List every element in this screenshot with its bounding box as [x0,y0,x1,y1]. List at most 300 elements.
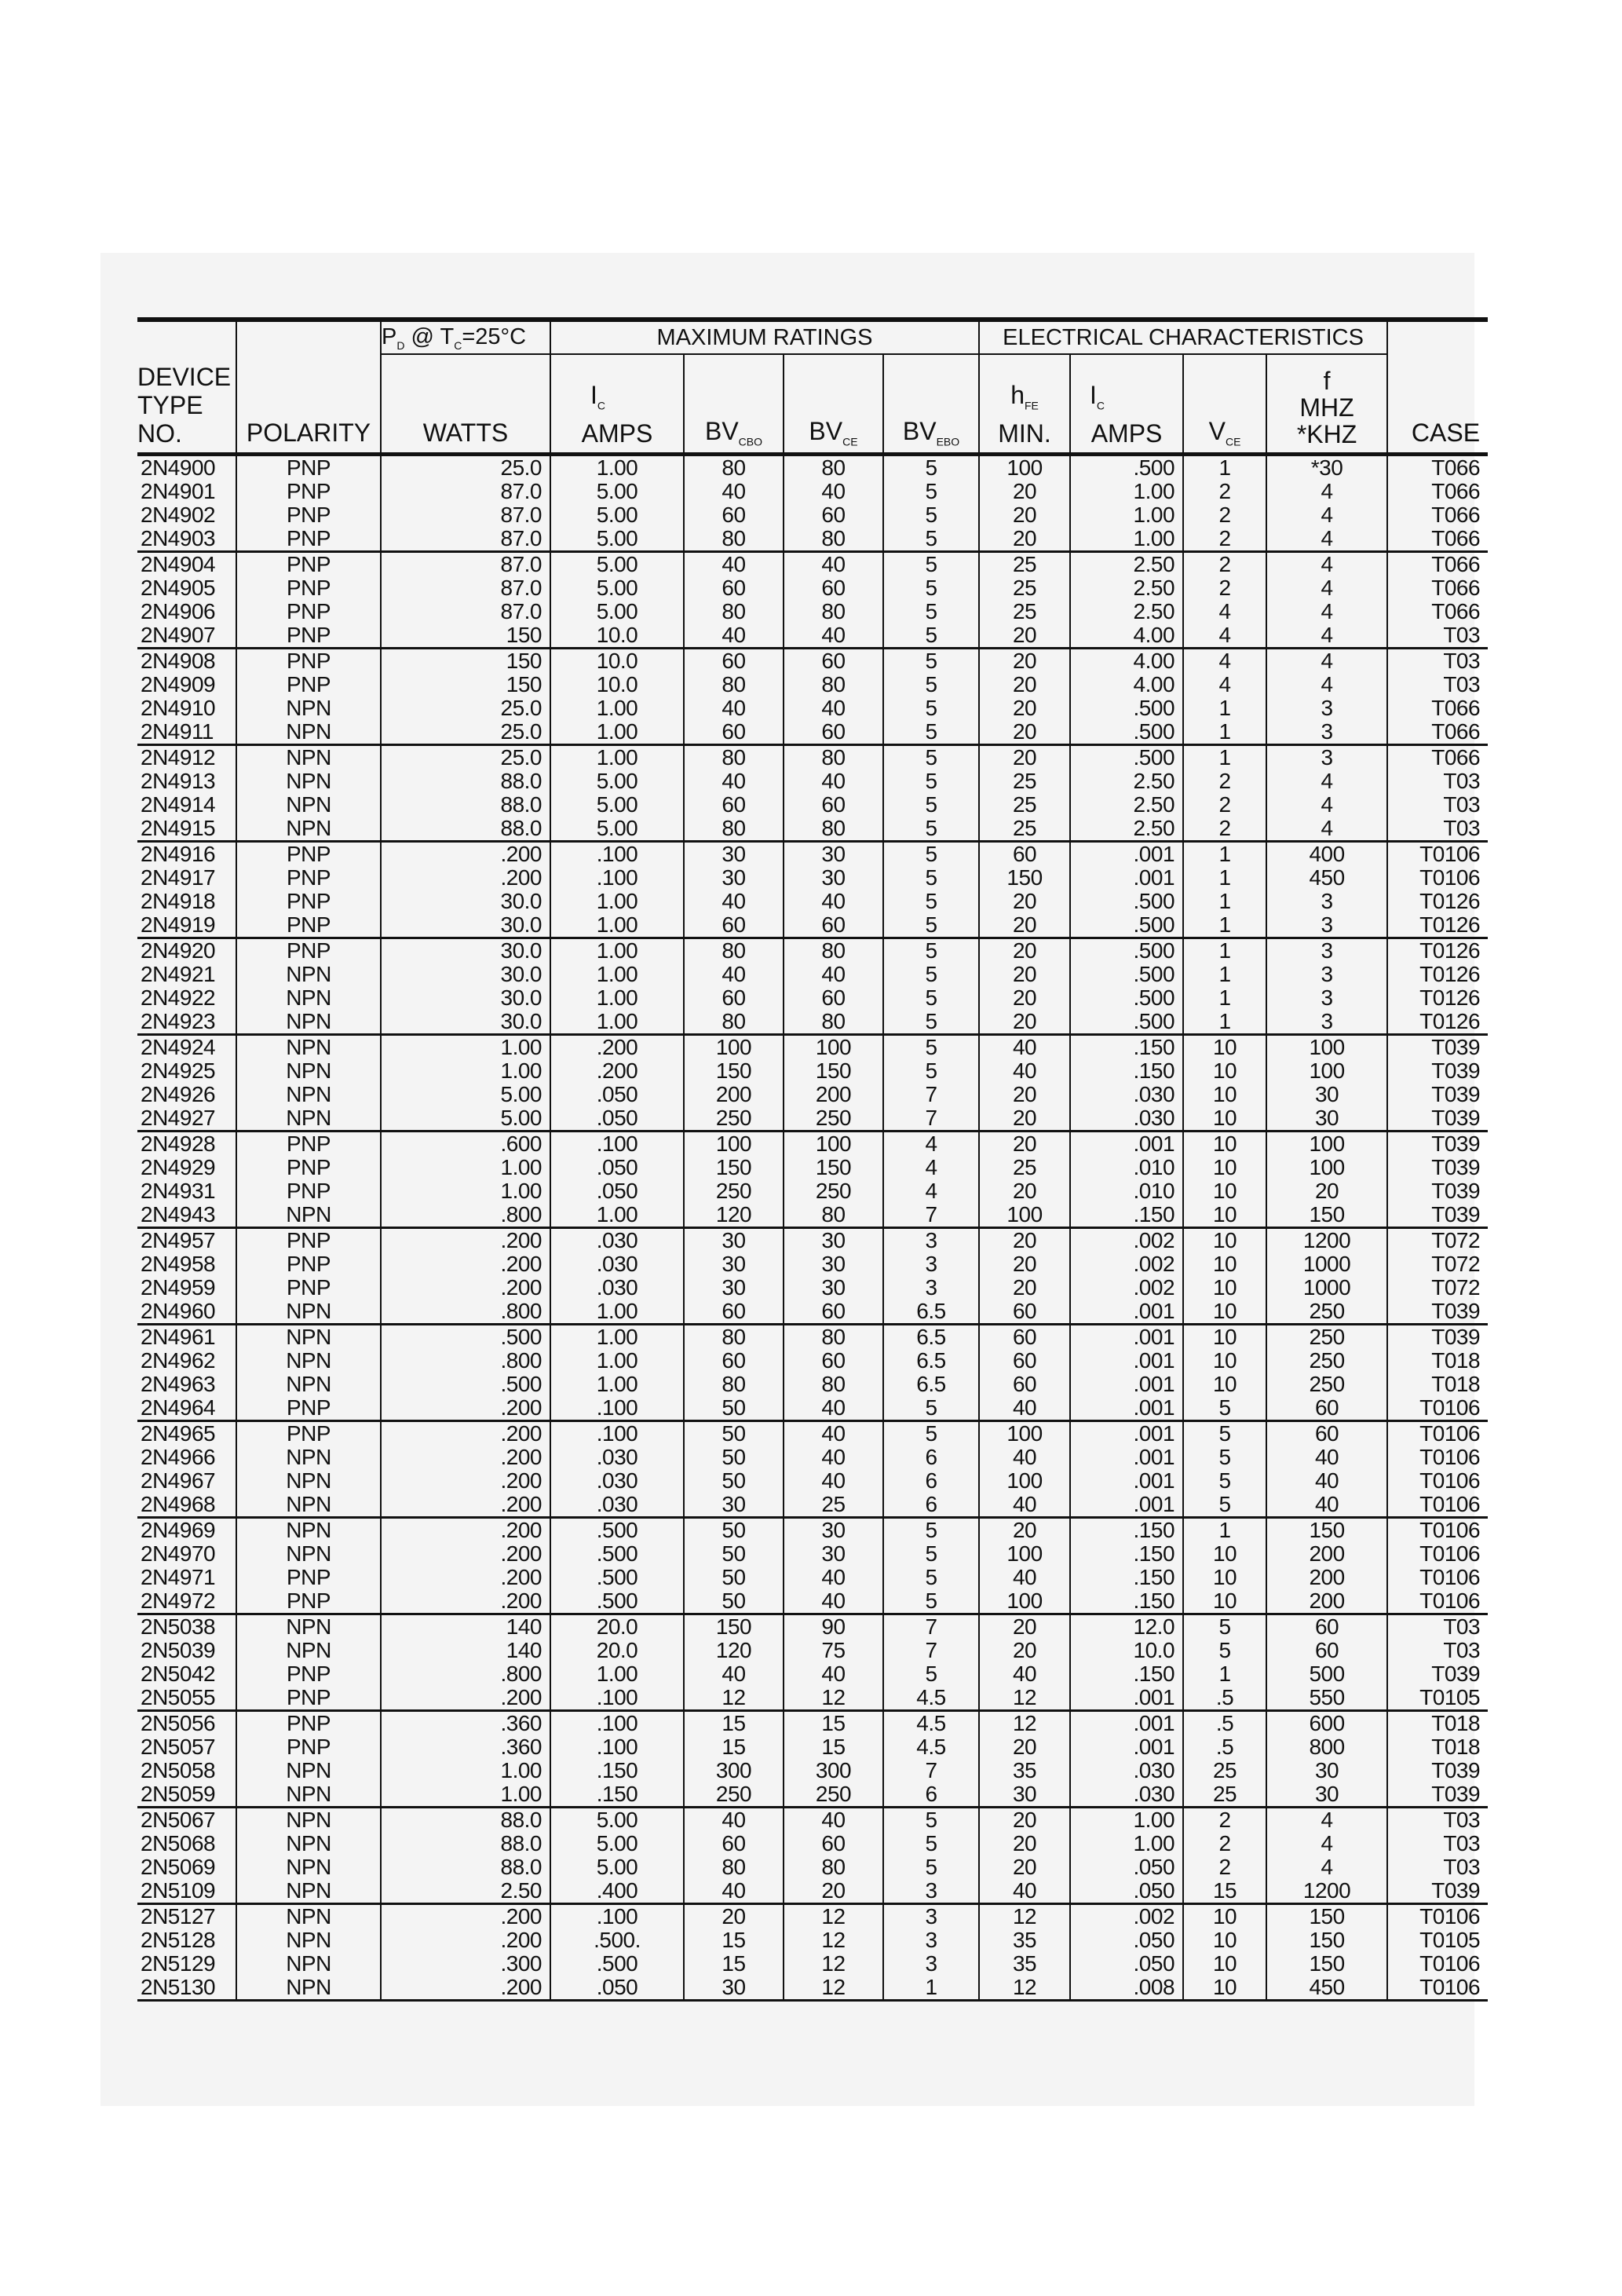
table-row [137,1010,1488,1035]
watts-cell: .200 [381,1976,550,2001]
frequency-cell: 30 [1266,1759,1387,1782]
ic-amps-test-cell: .002 [1070,1276,1183,1300]
bvebo-header: $BV_{EBO}$ [883,354,979,455]
bvebo-cell: 5 [883,720,979,745]
bvcbo-cell: 50 [684,1542,784,1566]
table-row [137,963,1488,986]
watts-cell: 87.0 [381,527,550,552]
device-type-cell: 2N5038 [137,1614,236,1640]
watts-cell: .500 [381,1373,550,1396]
bvce-cell: 80 [784,1855,883,1879]
bvebo-cell: 5 [883,1662,979,1686]
bvcbo-cell: 40 [684,623,784,649]
hfe-min-cell: 35 [979,1952,1070,1976]
polarity-cell: NPN [236,1542,381,1566]
frequency-cell: 450 [1266,1976,1387,2001]
bvce-cell: 15 [784,1735,883,1759]
polarity-cell: PNP [236,503,381,527]
vce-cell: 1 [1183,1518,1266,1543]
watts-cell: 140 [381,1639,550,1662]
frequency-cell: 40 [1266,1446,1387,1469]
bvcbo-cell: 60 [684,1349,784,1373]
frequency-cell: 100 [1266,1059,1387,1083]
case-cell: T072 [1431,1275,1481,1300]
bvebo-cell: 5 [883,938,979,963]
polarity-cell: PNP [236,1228,381,1253]
bvce-cell: 150 [784,1156,883,1179]
ic-amps-cell: 1.00 [550,1373,684,1396]
watts-cell: 1.00 [381,1759,550,1782]
ic-amps-test-cell: .150 [1070,1566,1183,1589]
watts-cell: 2.50 [381,1879,550,1904]
table-row [137,986,1488,1010]
table-row [137,842,1488,867]
hfe-min-cell: 20 [979,696,1070,720]
watts-cell: 25.0 [381,745,550,770]
device-type-cell: 2N4966 [137,1446,236,1469]
frequency-cell: 3 [1266,986,1387,1010]
bvcbo-cell: 15 [684,1711,784,1736]
polarity-cell: PNP [236,552,381,577]
vce-cell: 10 [1183,1952,1266,1976]
ic-amps-test-cell: .030 [1070,1782,1183,1808]
vce-cell: 1 [1183,1662,1266,1686]
frequency-cell: 30 [1266,1782,1387,1808]
hfe-min-cell: 20 [979,745,1070,770]
frequency-cell: 250 [1266,1349,1387,1373]
hfe-min-cell: 20 [979,1179,1070,1203]
bvcbo-cell: 15 [684,1929,784,1952]
hfe-min-cell: 60 [979,1373,1070,1396]
vce-cell: 1 [1183,745,1266,770]
device-type-cell: 2N4913 [137,770,236,793]
bvebo-cell: 3 [883,1952,979,1976]
bvebo-cell: 5 [883,745,979,770]
frequency-cell: 3 [1266,963,1387,986]
bvce-cell: 30 [784,1228,883,1253]
device-type-cell: 2N5127 [137,1904,236,1929]
bvcbo-cell: 30 [684,1228,784,1253]
ic-amps-test-cell: .002 [1070,1252,1183,1276]
device-type-cell: 2N4959 [137,1276,236,1300]
bvebo-cell: 5 [883,986,979,1010]
frequency-cell: 3 [1266,720,1387,745]
frequency-cell: 4 [1266,552,1387,577]
bvcbo-cell: 40 [684,1879,784,1904]
bvebo-cell: 5 [883,1589,979,1614]
frequency-cell: 60 [1266,1639,1387,1662]
ic-amps-cell: 5.00 [550,552,684,577]
watts-cell: .360 [381,1711,550,1736]
device-type-cell: 2N4909 [137,673,236,696]
case-cell: T039 [1431,1758,1481,1782]
case-cell: T03 [1443,1614,1481,1639]
vce-cell: 1 [1183,1010,1266,1035]
polarity-cell: PNP [236,600,381,623]
watts-cell: .200 [381,1446,550,1469]
bvce-cell: 30 [784,1276,883,1300]
case-cell: T039 [1431,1179,1481,1203]
maximum-ratings-header: MAXIMUM RATINGS [550,320,979,354]
table-row [137,1469,1488,1493]
hfe-min-cell: 12 [979,1686,1070,1711]
frequency-cell: 150 [1266,1929,1387,1952]
hfe-min-cell: 20 [979,1832,1070,1855]
table-row [137,1300,1488,1325]
table-row [137,1373,1488,1396]
device-type-cell: 2N4928 [137,1132,236,1157]
vce-cell: 10 [1183,1566,1266,1589]
case-cell: T0105 [1419,1928,1481,1952]
watts-cell: 30.0 [381,1010,550,1035]
bvebo-cell: 6.5 [883,1325,979,1350]
table-row [137,1156,1488,1179]
ic-amps-cell: .500 [550,1589,684,1614]
device-type-cell: 2N4922 [137,986,236,1010]
vce-cell: 1 [1183,842,1266,867]
vce-cell: 4 [1183,623,1266,649]
watts-cell: 87.0 [381,600,550,623]
bvebo-cell: 5 [883,963,979,986]
vce-cell: 15 [1183,1879,1266,1904]
device-type-cell: 2N4905 [137,576,236,600]
bvce-cell: 100 [784,1132,883,1157]
vce-cell: 5 [1183,1639,1266,1662]
hfe-min-cell: 12 [979,1904,1070,1929]
ic-amps-test-cell: .500 [1070,986,1183,1010]
frequency-cell: 100 [1266,1156,1387,1179]
bvebo-cell: 7 [883,1759,979,1782]
ic-amps-header: $I_C$ AMPS [550,354,684,455]
hfe-min-cell: 100 [979,1469,1070,1493]
watts-cell: .800 [381,1203,550,1228]
bvce-cell: 40 [784,1446,883,1469]
vce-cell: 10 [1183,1228,1266,1253]
case-cell: T039 [1431,1782,1481,1806]
ic-amps-cell: .100 [550,1421,684,1446]
bvce-cell: 80 [784,527,883,552]
polarity-cell: NPN [236,1904,381,1929]
polarity-cell: NPN [236,817,381,842]
device-type-cell: 2N4968 [137,1493,236,1518]
ic-amps-cell: .100 [550,1686,684,1711]
polarity-cell: NPN [236,1782,381,1808]
ic-amps-test-cell: .150 [1070,1035,1183,1060]
bvebo-cell: 5 [883,1010,979,1035]
device-type-cell: 2N4969 [137,1518,236,1543]
vce-cell: 10 [1183,1300,1266,1325]
ic-amps-cell: 1.00 [550,696,684,720]
frequency-cell: 4 [1266,673,1387,696]
frequency-cell: 150 [1266,1952,1387,1976]
bvcbo-cell: 30 [684,1976,784,2001]
frequency-cell: 40 [1266,1493,1387,1518]
ic-amps-cell: .030 [550,1252,684,1276]
bvcbo-cell: 20 [684,1904,784,1929]
watts-cell: 87.0 [381,503,550,527]
case-cell: T066 [1431,552,1481,576]
bvcbo-cell: 80 [684,455,784,481]
bvcbo-cell: 40 [684,696,784,720]
table-row [137,1349,1488,1373]
bvebo-cell: 4 [883,1132,979,1157]
device-type-cell: 2N5058 [137,1759,236,1782]
device-type-cell: 2N4916 [137,842,236,867]
bvce-cell: 250 [784,1179,883,1203]
watts-cell: .200 [381,1469,550,1493]
case-cell: T018 [1431,1348,1481,1373]
watts-cell: .600 [381,1132,550,1157]
vce-cell: 2 [1183,770,1266,793]
case-cell: T03 [1443,1855,1481,1879]
ic-amps-cell: 5.00 [550,1832,684,1855]
bvebo-cell: 5 [883,1059,979,1083]
case-cell: T066 [1431,719,1481,744]
bvcbo-cell: 80 [684,1010,784,1035]
ic-amps-cell: 1.00 [550,890,684,913]
bvcbo-cell: 250 [684,1106,784,1132]
ic-amps-test-cell: 2.50 [1070,817,1183,842]
device-type-cell: 2N4925 [137,1059,236,1083]
case-cell: T0106 [1419,1468,1481,1493]
vce-cell: 10 [1183,1132,1266,1157]
ic-amps-cell: .030 [550,1469,684,1493]
ic-amps-test-cell: 4.00 [1070,623,1183,649]
table-row [137,1855,1488,1879]
frequency-cell: 3 [1266,745,1387,770]
ic-amps-cell: .050 [550,1156,684,1179]
ic-amps-cell: 1.00 [550,1300,684,1325]
watts-cell: 30.0 [381,913,550,938]
bvebo-cell: 5 [883,1542,979,1566]
polarity-cell: NPN [236,1203,381,1228]
table-row [137,600,1488,623]
frequency-cell: 200 [1266,1566,1387,1589]
bvebo-cell: 5 [883,1518,979,1543]
device-type-cell: 2N4917 [137,866,236,890]
hfe-min-cell: 60 [979,1300,1070,1325]
case-cell: T072 [1431,1228,1481,1252]
vce-cell: 10 [1183,1035,1266,1060]
bvcbo-cell: 15 [684,1735,784,1759]
watts-cell: 140 [381,1614,550,1640]
frequency-cell: 60 [1266,1421,1387,1446]
case-cell: T018 [1431,1372,1481,1396]
bvcbo-cell: 120 [684,1639,784,1662]
device-type-cell: 2N4901 [137,480,236,503]
device-type-cell: 2N5128 [137,1929,236,1952]
frequency-cell: 400 [1266,842,1387,867]
bvebo-cell: 5 [883,552,979,577]
ic-amps-test-cell: 1.00 [1070,527,1183,552]
frequency-cell: 4 [1266,649,1387,674]
frequency-cell: 100 [1266,1132,1387,1157]
table-row [137,1493,1488,1518]
bvcbo-cell: 50 [684,1566,784,1589]
bvebo-cell: 4 [883,1179,979,1203]
ic-amps-test-cell: .001 [1070,866,1183,890]
bvce-cell: 40 [784,1808,883,1833]
table-row [137,1035,1488,1060]
frequency-cell: 150 [1266,1904,1387,1929]
device-type-cell: 2N5067 [137,1808,236,1833]
bvebo-cell: 5 [883,842,979,867]
watts-cell: 1.00 [381,1782,550,1808]
polarity-cell: PNP [236,890,381,913]
vce-cell: 2 [1183,480,1266,503]
bvcbo-cell: 250 [684,1782,784,1808]
case-cell: T039 [1431,1082,1481,1106]
polarity-cell: PNP [236,480,381,503]
ic-amps-cell: 1.00 [550,1010,684,1035]
hfe-min-cell: 60 [979,1325,1070,1350]
vce-cell: 4 [1183,673,1266,696]
bvcbo-cell: 120 [684,1203,784,1228]
ic-amps-test-cell: .001 [1070,1735,1183,1759]
case-cell: T039 [1431,1058,1481,1083]
bvce-cell: 150 [784,1059,883,1083]
case-cell: T039 [1431,1299,1481,1323]
bvce-cell: 40 [784,480,883,503]
vce-cell: 1 [1183,986,1266,1010]
case-cell: T066 [1431,455,1481,480]
bvebo-cell: 5 [883,793,979,817]
frequency-cell: *30 [1266,455,1387,481]
case-cell: T0126 [1419,889,1481,913]
bvce-cell: 90 [784,1614,883,1640]
bvce-cell: 40 [784,1662,883,1686]
device-type-cell: 2N4906 [137,600,236,623]
watts-cell: 150 [381,673,550,696]
device-type-cell: 2N4903 [137,527,236,552]
bvcbo-cell: 80 [684,1373,784,1396]
ic-amps-test-cell: 2.50 [1070,552,1183,577]
vce-cell: 10 [1183,1252,1266,1276]
frequency-cell: 550 [1266,1686,1387,1711]
device-type-cell: 2N5130 [137,1976,236,2001]
bvcbo-cell: 250 [684,1179,784,1203]
watts-cell: 25.0 [381,696,550,720]
ic-amps-cell: .050 [550,1106,684,1132]
table-row [137,673,1488,696]
ic-amps-test-cell: .001 [1070,1396,1183,1421]
ic-amps-test-cell: .500 [1070,455,1183,481]
watts-cell: 1.00 [381,1059,550,1083]
bvcbo-cell: 80 [684,527,784,552]
vce-cell: 10 [1183,1929,1266,1952]
bvce-cell: 40 [784,963,883,986]
frequency-cell: 4 [1266,1832,1387,1855]
case-cell: T039 [1431,1662,1481,1686]
case-cell: T0106 [1419,1518,1481,1542]
bvcbo-cell: 60 [684,576,784,600]
bvebo-cell: 3 [883,1252,979,1276]
device-type-cell: 2N4927 [137,1106,236,1132]
hfe-min-cell: 20 [979,1639,1070,1662]
polarity-cell: PNP [236,623,381,649]
ic-amps-cell: .100 [550,1132,684,1157]
ic-amps-test-cell: .010 [1070,1179,1183,1203]
watts-header: WATTS [381,354,550,455]
hfe-min-cell: 20 [979,1855,1070,1879]
table-row [137,1132,1488,1157]
hfe-min-cell: 20 [979,1228,1070,1253]
device-type-cell: 2N4918 [137,890,236,913]
ic-amps-test-cell: 2.50 [1070,770,1183,793]
table-row [137,1542,1488,1566]
hfe-min-cell: 40 [979,1879,1070,1904]
table-row [137,1106,1488,1132]
ic-amps-test-cell: .030 [1070,1083,1183,1106]
case-cell: T039 [1431,1325,1481,1349]
case-cell: T0126 [1419,938,1481,963]
bvcbo-cell: 30 [684,1493,784,1518]
bvce-cell: 75 [784,1639,883,1662]
bvce-cell: 60 [784,1832,883,1855]
ic-amps-cell: 1.00 [550,745,684,770]
bvcbo-cell: 80 [684,817,784,842]
bvebo-cell: 5 [883,1035,979,1060]
vce-cell: .5 [1183,1711,1266,1736]
watts-cell: 5.00 [381,1106,550,1132]
ic-amps-cell: .500. [550,1929,684,1952]
vce-cell: 5 [1183,1421,1266,1446]
hfe-min-cell: 20 [979,1083,1070,1106]
hfe-min-cell: 25 [979,1156,1070,1179]
ic-amps-test-cell: .500 [1070,696,1183,720]
bvebo-cell: 5 [883,1855,979,1879]
watts-cell: .200 [381,1566,550,1589]
watts-cell: .200 [381,1904,550,1929]
ic-amps-cell: 5.00 [550,503,684,527]
polarity-cell: PNP [236,576,381,600]
ic-amps-test-cell: 1.00 [1070,1808,1183,1833]
bvcbo-cell: 12 [684,1686,784,1711]
hfe-min-cell: 20 [979,1276,1070,1300]
frequency-header: f MHZ *KHZ [1266,354,1387,455]
bvebo-cell: 5 [883,1396,979,1421]
ic-amps-test-cell: .150 [1070,1589,1183,1614]
table-row [137,817,1488,842]
polarity-cell: PNP [236,1735,381,1759]
ic-amps-test-cell: .030 [1070,1106,1183,1132]
ic-amps-test-cell: .001 [1070,1349,1183,1373]
bvcbo-cell: 100 [684,1035,784,1060]
polarity-cell: NPN [236,745,381,770]
polarity-cell: NPN [236,770,381,793]
hfe-min-cell: 100 [979,1203,1070,1228]
bvce-cell: 200 [784,1083,883,1106]
case-cell: T066 [1431,576,1481,600]
device-type-cell: 2N5042 [137,1662,236,1686]
case-cell: T03 [1443,672,1481,696]
table-row [137,649,1488,674]
hfe-min-cell: 60 [979,842,1070,867]
bvcbo-cell: 200 [684,1083,784,1106]
ic-amps-test-cell: 1.00 [1070,503,1183,527]
table-row [137,1518,1488,1543]
polarity-cell: PNP [236,913,381,938]
bvce-cell: 60 [784,720,883,745]
bvebo-cell: 1 [883,1976,979,2001]
bvcbo-cell: 300 [684,1759,784,1782]
hfe-min-cell: 12 [979,1976,1070,2001]
polarity-cell: NPN [236,1035,381,1060]
bvcbo-cell: 50 [684,1446,784,1469]
device-type-cell: 2N4926 [137,1083,236,1106]
hfe-min-cell: 100 [979,455,1070,481]
bvcbo-cell: 40 [684,890,784,913]
